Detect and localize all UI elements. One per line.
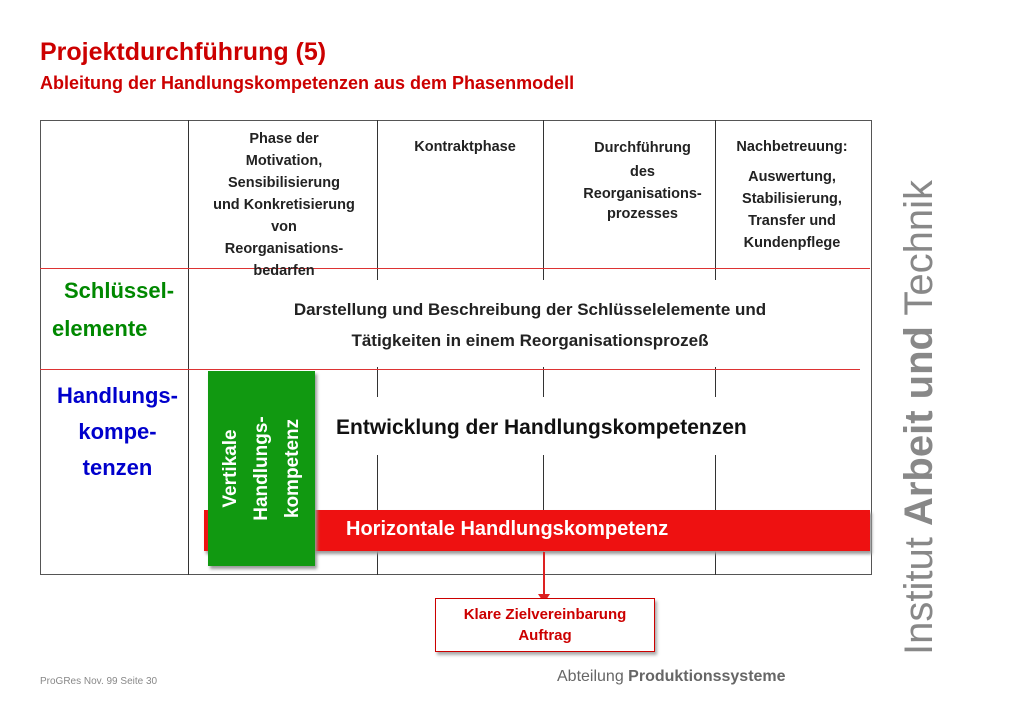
- footer-page-info: ProGRes Nov. 99 Seite 30: [40, 676, 158, 687]
- goal-box: Klare Zielvereinbarung Auftrag: [435, 598, 655, 652]
- vertical-competence-label: Vertikale Handlungs- kompetenz: [220, 416, 303, 521]
- column-divider: [543, 367, 544, 397]
- page-subtitle: Ableitung der Handlungskompetenzen aus dem Phasenmodell: [40, 73, 575, 93]
- row-divider: [40, 369, 860, 370]
- row-label-handlungskompetenzen: Handlungs- kompe- tenzen: [57, 383, 178, 480]
- development-label: Entwicklung der Handlungskompetenzen: [336, 416, 747, 439]
- phase-motivation: Phase der Motivation, Sensibilisierung und Konkretisierung von Reorganisations- bedarfen: [213, 131, 355, 279]
- column-divider: [377, 367, 378, 397]
- phase-kontrakt: Kontraktphase: [414, 139, 516, 155]
- column-divider: [715, 367, 716, 397]
- row-divider: [40, 268, 870, 269]
- phase-durchfuehrung: Durchführung des Reorganisations- prozesses: [583, 140, 702, 222]
- page-title: Projektdurchführung (5): [40, 38, 327, 66]
- arrow-line: [543, 552, 545, 598]
- horizontal-competence-label: Horizontale Handlungskompetenz: [346, 518, 669, 540]
- phase-nachbetreuung: Nachbetreuung: Auswertung, Stabilisierung, Transfer und Kundenpflege: [736, 139, 848, 251]
- key-elements-description: Darstellung und Beschreibung der Schlüsselelemente und Tätigkeiten in einem Reorganisationsprozeß: [293, 300, 767, 350]
- institute-logo-text: Institut Arbeit und Technik: [897, 180, 941, 655]
- row-label-schluesselelemente: Schlüssel- elemente: [52, 278, 175, 341]
- footer-department: Abteilung Produktionssysteme: [557, 668, 786, 685]
